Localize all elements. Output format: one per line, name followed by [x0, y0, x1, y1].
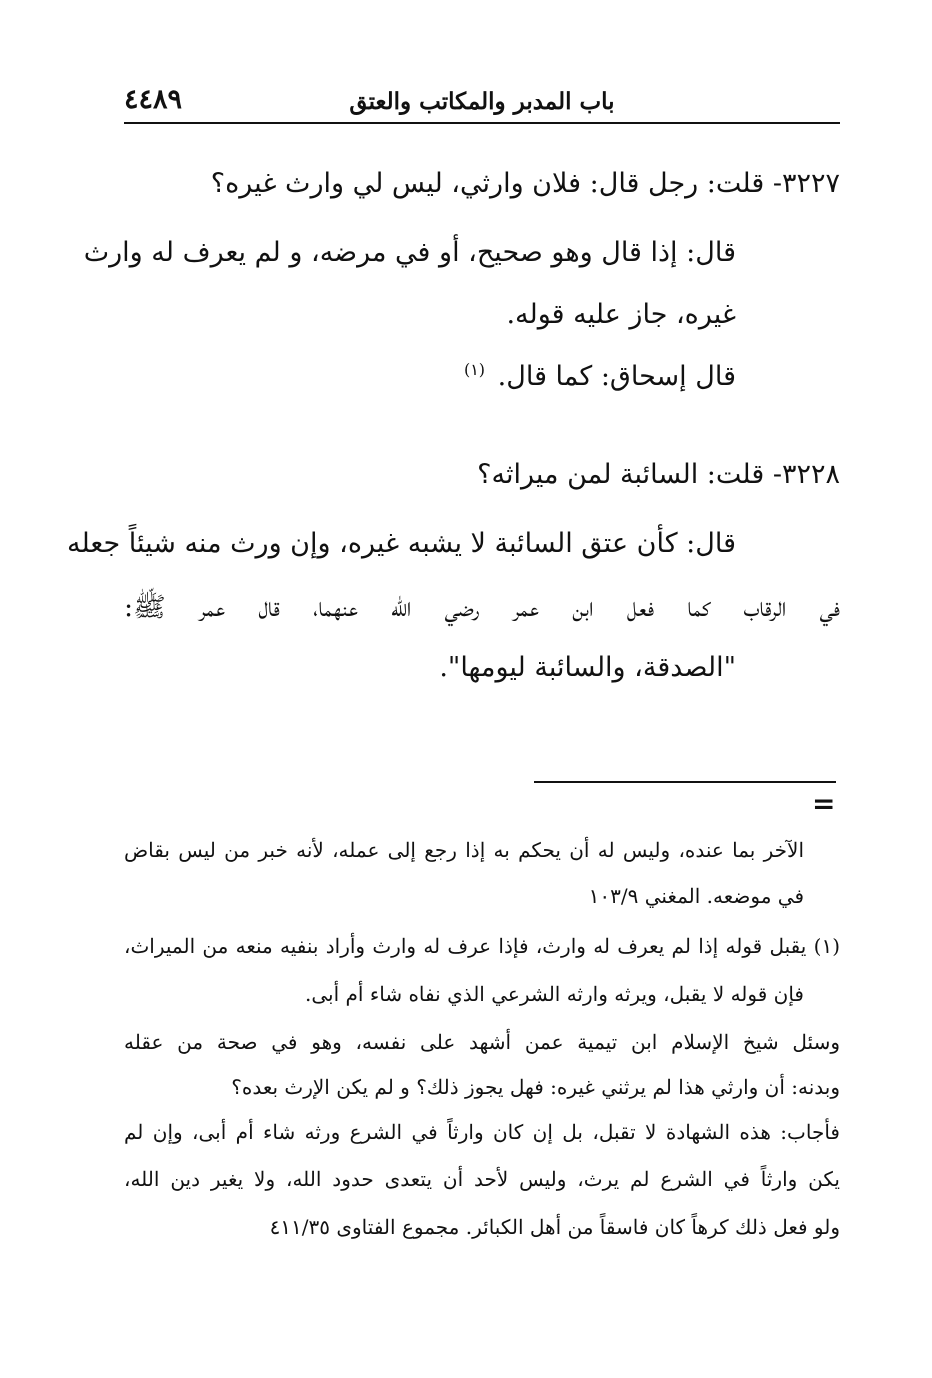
footnote-separator [534, 781, 836, 783]
entry-3228-answer-line-3: "الصدقة، والسائبة ليومها". [439, 652, 736, 683]
entry-number: ٣٢٢٨- [772, 459, 840, 490]
footnote-continuation-mark: = [812, 787, 836, 820]
ishaq-text: قال إسحاق: كما قال. [497, 361, 736, 392]
footnote-line: وسئل شيخ الإسلام ابن تيمية عمن أشهد على نفسه، وهو في صحة من عقله [124, 1030, 840, 1054]
footnote-line: يكن وارثاً في الشرع لم يرث، وليس لأحد أن يتعدى حدود الله، ولا يغير دين الله، [124, 1167, 841, 1191]
page-header [124, 82, 840, 124]
footnote-line: فإن قوله لا يقبل، ويرثه وارثه الشرعي الذي نفاه شاء أم أبى. [305, 982, 804, 1006]
footnote-line: فأجاب: هذه الشهادة لا تقبل، بل إن كان وارثاً في الشرع ورثه شاء أم أبى، وإن لم [124, 1120, 840, 1144]
footnote-line: وبدنه: أن وارثي هذا لم يرثني غيره: فهل يجوز ذلك؟ و لم يكن الإرث بعده؟ [231, 1075, 840, 1099]
entry-3228-question-line [477, 459, 840, 490]
entry-3227-ishaq-line [464, 360, 736, 392]
footnote-line: ولو فعل ذلك كرهاً كان فاسقاً من أهل الكبائر. مجموع الفتاوى ٤١١/٣٥ [269, 1215, 840, 1239]
entry-3227-question-line [211, 168, 840, 199]
entry-3227-answer-line-1: قال: إذا قال وهو صحيح، أو في مرضه، و لم يعرف له وارث [83, 237, 736, 268]
question-text: قلت: رجل قال: فلان وارثي، ليس لي وارث غيره؟ [210, 168, 765, 199]
footnote-ref: (١) [463, 360, 486, 379]
entry-3228-answer-line-2: في الرقاب كما فعل ابن عمر رضي الله عنهما، قال عمر ﷺ: [124, 592, 840, 623]
entry-3227-answer-line-2: غيره، جاز عليه قوله. [506, 299, 736, 330]
entry-number: ٣٢٢٧- [772, 168, 840, 199]
footnote-line: الآخر بما عنده، وليس له أن يحكم به إذا رجع إلى عمله، لأنه خبر من ليس بقاض [124, 838, 804, 862]
running-title: باب المدبر والمكاتب والعتق [349, 88, 615, 115]
footnote-line: (١) يقبل قوله إذا لم يعرف له وارث، فإذا عرف له وارث وأراد بنفيه منعه من الميراث، [124, 934, 840, 958]
page-number: ٤٤٨٩ [124, 84, 183, 115]
question-text: قلت: السائبة لمن ميراثه؟ [477, 459, 765, 490]
entry-3228-answer-line-1: قال: كأن عتق السائبة لا يشبه غيره، وإن ورث منه شيئاً جعله [67, 528, 736, 559]
footnote-line: في موضعه. المغني ١٠٣/٩ [588, 884, 804, 908]
